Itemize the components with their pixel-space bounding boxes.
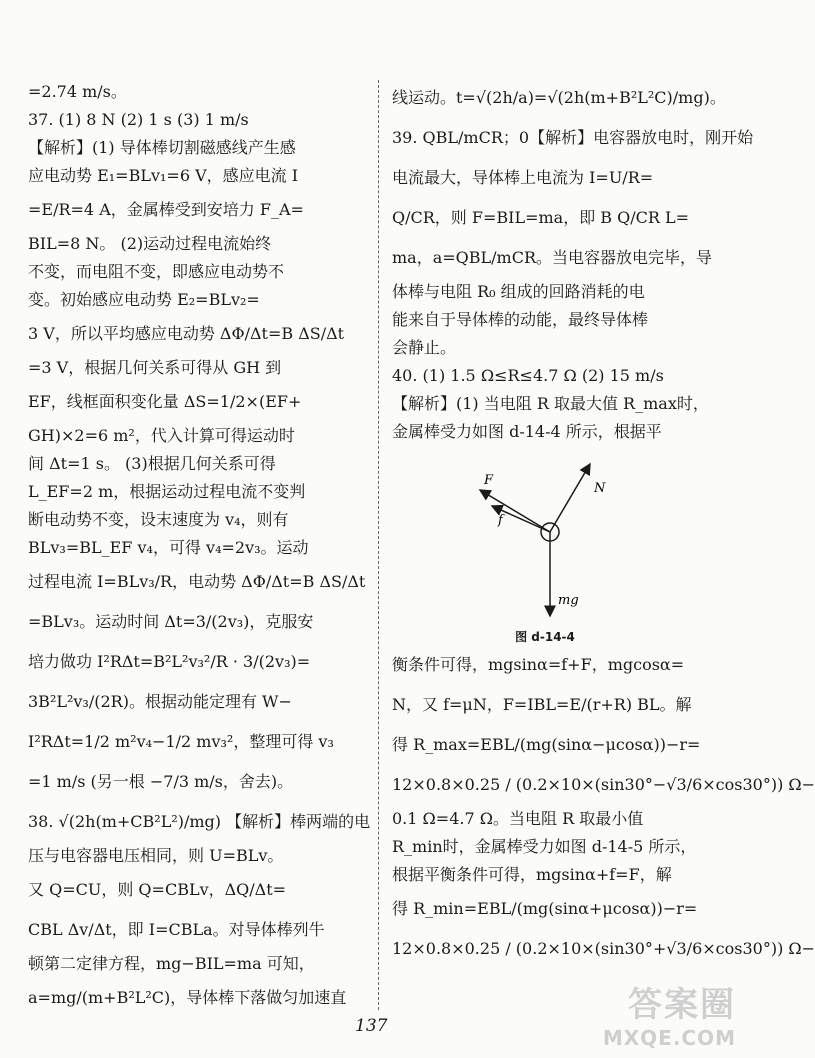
text-line: 能来自于导体棒的动能，最终导体棒 [392,310,649,329]
text-line: =3 V，根据几何关系可得从 GH 到 [28,358,282,377]
text-line: 得 R_max=EBL/(mg(sinα−μcosα))−r= [392,735,701,754]
text-line: 金属棒受力如图 d-14-4 所示，根据平 [392,422,662,441]
text-line: 变。初始感应电动势 E₂=BLv₂= [28,290,260,309]
left-column [28,78,371,1018]
text-line: Q/CR，则 F=BIL=ma，即 B Q/CR L= [392,208,690,227]
text-line: EF，线框面积变化量 ΔS=1/2×(EF+ [28,392,302,411]
label-N: N [594,481,606,496]
text-line: L_EF=2 m，根据运动过程电流不变判 [28,482,306,501]
text-line: 【解析】(1) 导体棒切割磁感线产生感 [28,138,296,157]
text-line: BIL=8 N。 (2)运动过程电流始终 [28,234,272,253]
text-line: 压与电容器电压相同，则 U=BLv。 [28,846,284,865]
text-line: 应电动势 E₁=BLv₁=6 V，感应电流 I [28,166,299,185]
text-line: 衡条件可得，mgsinα=f+F，mgcosα= [392,655,685,674]
text-line: 顿第二定律方程，mg−BIL=ma 可知， [28,954,315,973]
text-line: 12×0.8×0.25 / (0.2×10×(sin30°−√3/6×cos30°)) Ω− [392,775,815,794]
text-line: 根据平衡条件可得，mgsinα+f=F，解 [392,865,672,884]
text-line: GH)×2=6 m²，代入计算可得运动时 [28,426,295,445]
text-line: =1 m/s (另一根 −7/3 m/s，舍去)。 [28,772,294,791]
answer-37-heading: 37. (1) 8 N (2) 1 s (3) 1 m/s [28,110,249,129]
watermark-line1: 答案圈 [628,985,736,1025]
watermark-logo [603,977,736,1050]
label-F: F [484,473,494,488]
text-line: 0.1 Ω=4.7 Ω。当电阻 R 取最小值 [392,809,644,828]
text-line: 培力做功 I²RΔt=B²L²v₃²/R · 3/(2v₃)= [28,652,311,671]
text-line: I²RΔt=1/2 m²v₄−1/2 mv₃²，整理可得 v₃ [28,732,334,751]
text-line: BLv₃=BL_EF v₄，可得 v₄=2v₃。运动 [28,538,309,557]
text-line: 会静止。 [392,338,457,357]
text-line: =BLv₃。运动时间 Δt=3/(2v₃)，克服安 [28,612,314,631]
label-f: f [498,513,503,528]
answer-38-heading: 38. √(2h(m+CB²L²)/mg) 【解析】棒两端的电 [28,812,371,831]
text-line: CBL Δv/Δt，即 I=CBLa。对导体棒列牛 [28,920,325,939]
text-line: =E/R=4 A，金属棒受到安培力 F_A= [28,200,304,219]
text-line: 间 Δt=1 s。 (3)根据几何关系可得 [28,454,276,473]
text-line: 3 V，所以平均感应电动势 ΔΦ/Δt=B ΔS/Δt [28,324,345,343]
page-number: 137 [355,1016,388,1036]
text-line: R_min时，金属棒受力如图 d-14-5 所示， [392,837,697,856]
text-line: 【解析】(1) 当电阻 R 取最大值 R_max时， [392,394,709,413]
column-divider [378,80,379,1010]
text-line: 3B²L²v₃/(2R)。根据动能定理有 W− [28,692,292,711]
text-line: 电流最大，导体棒上电流为 I=U/R= [392,168,654,187]
text-line: 线运动。t=√(2h/a)=√(2h(m+B²L²C)/mg)。 [392,88,726,107]
answer-40-heading: 40. (1) 1.5 Ω≤R≤4.7 Ω (2) 15 m/s [392,366,664,385]
figure-caption: 图 d-14-4 [515,630,575,644]
text-line: 得 R_min=EBL/(mg(sinα+μcosα))−r= [392,899,698,918]
label-mg: mg [558,593,579,608]
text-line: a=mg/(m+B²L²C)，导体棒下落做匀加速直 [28,988,347,1007]
answer-39-heading: 39. QBL/mCR；0【解析】电容器放电时，刚开始 [392,128,754,147]
force-diagram-icon [440,460,640,620]
right-column [392,78,815,969]
text-line: 又 Q=CU，则 Q=CBLv，ΔQ/Δt= [28,880,287,899]
text-line: 不变，而电阻不变，即感应电动势不 [28,262,285,281]
text-line: =2.74 m/s。 [28,82,127,101]
text-line: N，又 f=μN，F=IBL=E/(r+R) BL。解 [392,695,692,714]
text-line: 过程电流 I=BLv₃/R，电动势 ΔΦ/Δt=B ΔS/Δt [28,572,366,591]
watermark-line2: MXQE.COM [602,1026,736,1050]
text-line: 断电动势不变，设末速度为 v₄，则有 [28,510,289,529]
text-line: ma，a=QBL/mCR。当电容器放电完毕，导 [392,248,713,267]
text-line: 12×0.8×0.25 / (0.2×10×(sin30°+√3/6×cos30°)) Ω− [392,939,815,958]
text-line: 体棒与电阻 R₀ 组成的回路消耗的电 [392,282,645,301]
